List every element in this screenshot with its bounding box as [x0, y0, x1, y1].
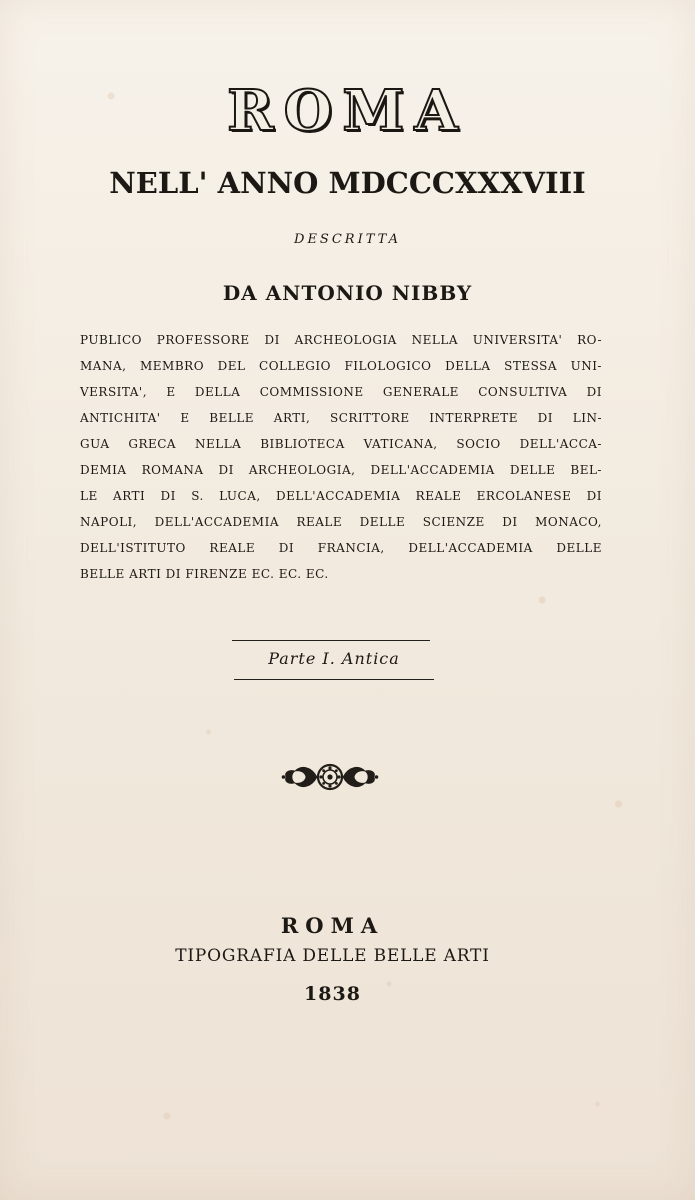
- author-credentials: [80, 331, 602, 591]
- credentials-line: PUBLICO PROFESSORE DI ARCHEOLOGIA NELLA UNIVERSITA' RO-: [80, 333, 602, 347]
- credentials-line: BELLE ARTI DI FIRENZE EC. EC. EC.: [80, 567, 329, 581]
- credentials-line: DELL'ISTITUTO REALE DI FRANCIA, DELL'ACCADEMIA DELLE: [80, 541, 602, 555]
- credentials-line: GUA GRECA NELLA BIBLIOTECA VATICANA, SOCIO DELL'ACCA-: [80, 437, 602, 451]
- credentials-line: NAPOLI, DELL'ACCADEMIA REALE DELLE SCIENZE DI MONACO,: [80, 515, 602, 529]
- credentials-line: DEMIA ROMANA DI ARCHEOLOGIA, DELL'ACCADEMIA DELLE BEL-: [80, 463, 602, 477]
- credentials-line: VERSITA', E DELLA COMMISSIONE GENERALE CONSULTIVA DI: [80, 385, 602, 399]
- imprint-printer: TIPOGRAFIA DELLE BELLE ARTI: [175, 946, 490, 966]
- book-title: ROMA: [227, 78, 468, 144]
- credentials-line: LE ARTI DI S. LUCA, DELL'ACCADEMIA REALE ERCOLANESE DI: [80, 489, 602, 503]
- credentials-line: ANTICHITA' E BELLE ARTI, SCRITTORE INTERPRETE DI LIN-: [80, 411, 602, 425]
- rule-divider: [234, 679, 434, 680]
- book-subtitle: NELL' ANNO MDCCCXXXVIII: [109, 166, 586, 200]
- author-line: DA ANTONIO NIBBY: [222, 281, 473, 305]
- imprint-year: 1838: [304, 983, 361, 1005]
- part-label: Parte I. Antica: [268, 649, 400, 668]
- imprint-place: ROMA: [280, 913, 385, 938]
- rule-divider: [232, 640, 430, 641]
- floral-ornament-icon: [281, 759, 379, 795]
- part-heading: [232, 637, 436, 685]
- described-label: DESCRITTA: [294, 232, 401, 247]
- credentials-line: MANA, MEMBRO DEL COLLEGIO FILOLOGICO DELLA STESSA UNI-: [80, 359, 602, 373]
